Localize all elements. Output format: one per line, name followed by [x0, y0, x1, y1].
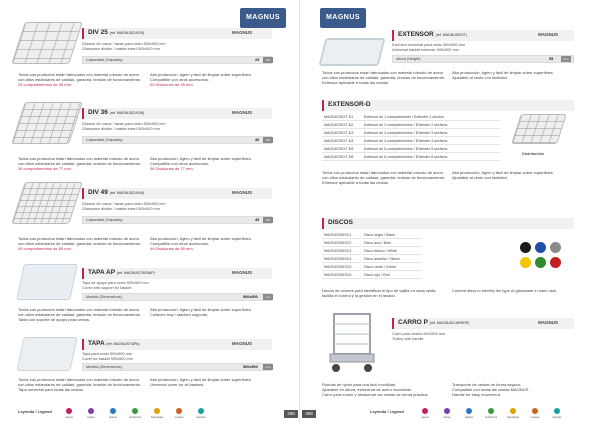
product-header	[82, 268, 272, 279]
footer-icon-label: bandejas	[150, 415, 164, 419]
spec-row	[82, 56, 272, 64]
bullets-right: Alta producción, ligero y fácil de limpiar sobre superficies. Ajustable al cesto con facilidad.	[452, 70, 554, 81]
spec-unit: UD	[263, 217, 273, 223]
table-row: MAGNUS/EXT-D6 Extensor de 6 compartimentos / Extender 6 sections	[322, 154, 500, 161]
div49-image	[11, 182, 83, 224]
spec-label: Medida (Dimensions)	[86, 365, 122, 369]
color-discs	[520, 242, 580, 272]
bullets-right: Alta producción, ligero y fácil de limpiar sobre superficies. Ajustable al cesto con facilidad.	[452, 170, 554, 181]
spec-unit: mm	[561, 56, 571, 62]
section-header	[322, 218, 574, 229]
spec-value: 500x500	[243, 365, 258, 369]
table-row: MAGNUS/DISC2 Disco azul / Blue	[322, 240, 422, 247]
spec-value: 25	[255, 58, 260, 62]
footer-icon-label: lavado	[196, 415, 206, 419]
spec-unit: UD	[263, 137, 273, 143]
bullets-right: Transporte de cestas de forma segura. Compatible con todas las cestas MAGNUS. Handle for easy movement.	[452, 382, 530, 398]
plate-icon	[466, 408, 472, 414]
product-tapa	[0, 335, 300, 405]
tapa-image	[16, 337, 77, 371]
cup-icon	[88, 408, 94, 414]
bullets-right: Alta producción, ligero y fácil de limpiar sobre superficies. Universal cover for all baskets.	[150, 377, 252, 388]
table-row: MAGNUS/DISC4 Disco amarillo / Yellow	[322, 256, 422, 263]
spec-value: 55	[549, 57, 554, 61]
product-extensor	[300, 0, 600, 86]
bullets-left: Todos sus productos están fabricados con material robusto de acero con altos estándares de calidad, garantía, tensión de funcionamiento. Extensor aplicable a todas las cestas.	[322, 170, 446, 186]
product-tapa-ap	[0, 262, 300, 332]
spec-label: Capacidad (Capacity)	[86, 218, 123, 222]
spec-unit: UD	[263, 57, 273, 63]
table-row: MAGNUS/EXT-D4 Extensor de 4 compartimentos / Extender 4 sections	[322, 138, 500, 145]
spec-row	[82, 293, 272, 301]
footer-icon-label: platos	[464, 415, 473, 419]
bullets-right: Colored discs to identify the type of glassware in each rack.	[452, 288, 558, 293]
product-name: DIV 36 (ref. MAGNUS/DIV36)	[88, 109, 145, 116]
product-name: DIV 25 (ref. MAGNUS/DIV25)	[88, 29, 145, 36]
table-row: MAGNUS/DISC1 Disco negro / Black	[322, 232, 422, 239]
product-description: Tapa para cesto 500x500 mm Cover for basket 500x500 mm	[82, 352, 133, 361]
glass-icon	[422, 408, 428, 414]
product-carro-p	[300, 310, 600, 406]
bullets-right: Alta producción, ligero y fácil de limpiar sobre superficies. Compatible con otros accesorios. 25 Divisiones de 95 mm.	[150, 72, 252, 88]
bullets-right: Alta producción, ligero y fácil de limpiar sobre superficies. Compatible con otros accesorios. 36 Divisiones de 77 mm.	[150, 156, 252, 172]
cup-icon	[444, 408, 450, 414]
product-description: Extensor universal para cesto 500x500 mm Universal basket extender 500x500 mm	[392, 43, 466, 52]
magnus-logo: MAGNUS	[320, 8, 366, 28]
footer-icon-label: cubiertos	[484, 415, 498, 419]
product-brand: MAGNUS	[232, 110, 252, 115]
product-brand: MAGNUS	[538, 320, 558, 325]
footer-icon-label: cestas	[530, 415, 540, 419]
table-row: MAGNUS/EXT-D2 Extensor de 2 compartimentos / Extender 2 sections	[322, 122, 500, 129]
section-extensor-d	[300, 100, 600, 210]
product-description: División de vasos / tazas para cesto 500x500 mm Glassware divider / basket insert 500x500 mm	[82, 202, 166, 211]
product-name: EXTENSOR (ref. MAGNUS/EXT)	[398, 31, 468, 38]
disc-yellow	[520, 257, 531, 268]
tray-icon	[510, 408, 516, 414]
div25-image	[11, 22, 83, 64]
cutlery-icon	[488, 408, 494, 414]
footer-icon-label: cubiertos	[128, 415, 142, 419]
product-name: TAPA (ref. MAGNUS/TAPA)	[88, 340, 140, 347]
product-header	[82, 339, 272, 350]
product-header	[392, 30, 574, 41]
disc-blue	[535, 242, 546, 253]
product-header	[82, 28, 272, 39]
extensor-d-table	[322, 114, 500, 162]
footer-icon-label: tazas	[443, 415, 451, 419]
product-description: División de vasos / tazas para cesto 500x500 mm Glassware divider / basket insert 500x500 mm	[82, 122, 166, 131]
bullets-left: Todos sus productos están fabricados con material robusto de acero con altos estándares de calidad, garantía, tensión de funcionamiento. Tapa universal para todas las cestas.	[18, 377, 142, 393]
bullets-left: Discos de colores para identificar el tipo de vajilla en cada cesta, facilita el control y la gestión en el lavado.	[322, 288, 437, 299]
plate-icon	[110, 408, 116, 414]
page-footer	[0, 407, 300, 423]
page-footer	[300, 407, 600, 423]
table-row: MAGNUS/EXT-D1 Extensor de 1 compartimento / Extender 1 section	[322, 114, 500, 121]
spec-row	[392, 55, 574, 63]
section-header	[322, 100, 574, 111]
product-brand: MAGNUS	[232, 30, 252, 35]
tray-icon	[154, 408, 160, 414]
bullets-left: Todos sus productos están fabricados con material robusto de acero con altos estándares de calidad, garantía, tensión de funcionamiento. 49 compartimentos de 65 mm.	[18, 236, 142, 252]
spec-row	[82, 216, 272, 224]
tapa-ap-image	[16, 264, 78, 300]
table-row: MAGNUS/EXT-D3 Extensor de 3 compartimentos / Extender 3 sections	[322, 130, 500, 137]
product-name: DIV 49 (ref. MAGNUS/DIV49)	[88, 189, 145, 196]
section-discos	[300, 218, 600, 308]
discos-table	[322, 232, 422, 282]
cutlery-icon	[132, 408, 138, 414]
product-header	[82, 108, 272, 119]
product-name: CARRO P (ref. MAGNUS/CARROP)	[398, 319, 470, 326]
magnus-logo: MAGNUS	[240, 8, 286, 28]
product-name: TAPA AP (ref. MAGNUS/TAPAAP)	[88, 269, 155, 276]
disc-green	[535, 257, 546, 268]
table-row: MAGNUS/DISC6 Disco rojo / Red	[322, 272, 422, 279]
product-div36	[0, 100, 300, 180]
product-header	[392, 318, 574, 329]
table-row: MAGNUS/DISC3 Disco blanco / White	[322, 248, 422, 255]
footer-icon-label: bandejas	[506, 415, 520, 419]
bullets-right: Alta producción, ligero y fácil de limpiar sobre superficies. Collector tray / stacked supports.	[150, 307, 252, 318]
bullets-left: Todos sus productos están fabricados con material robusto de acero con altos estándares de calidad, garantía, tensión de funcionamiento. Tabla con soporte de apoyo para cestos.	[18, 307, 142, 323]
disc-red	[550, 257, 561, 268]
disc-grey	[550, 242, 561, 253]
div36-image	[11, 102, 83, 144]
trolley-image	[324, 312, 380, 376]
table-row: MAGNUS/EXT-D5 Extensor de 5 compartimentos / Extender 5 sections	[322, 146, 500, 153]
product-brand: MAGNUS	[232, 270, 252, 275]
spec-value: 36	[255, 138, 260, 142]
footer-icon-label: vasos	[65, 415, 73, 419]
bullets-right: Alta producción, ligero y fácil de limpiar sobre superficies. Compatible con otros accesorios. 49 Divisiones de 65 mm.	[150, 236, 252, 252]
spec-label: Capacidad (Capacity)	[86, 138, 123, 142]
bullets-left: Todos sus productos están fabricados con material robusto de acero con altos estándares de calidad, garantía, tensión de funcionamiento. Extensor aplicable a todas las cestas.	[322, 70, 446, 86]
page-number: 468	[284, 410, 298, 418]
right-page	[300, 0, 600, 424]
bullets-left: Todos sus productos están fabricados con material robusto de acero con altos estándares de calidad, garantía, tensión de funcionamiento. 36 compartimentos de 77 mm.	[18, 156, 142, 172]
product-brand: MAGNUS	[232, 341, 252, 346]
bullets-left: Todos sus productos están fabricados con material robusto de acero con altos estándares de calidad, garantía, tensión de funcionamiento. 25 compartimentos de 95 mm.	[18, 72, 142, 88]
spec-value: 49	[255, 218, 260, 222]
table-row: MAGNUS/DISC5 Disco verde / Green	[322, 264, 422, 271]
image-caption: Distribución	[522, 152, 545, 156]
wash-icon	[554, 408, 560, 414]
spec-unit: mm	[263, 364, 273, 370]
footer-icon-label: tazas	[87, 415, 95, 419]
footer-legend: Leyenda / Legend	[370, 409, 404, 414]
footer-legend: Leyenda / Legend	[18, 409, 52, 414]
spec-row	[82, 363, 272, 371]
product-header	[82, 188, 272, 199]
section-title: DISCOS	[328, 219, 353, 226]
spec-value: 500x500	[243, 295, 258, 299]
footer-icon-label: cestas	[174, 415, 184, 419]
glass-icon	[66, 408, 72, 414]
spec-label: Medida (Dimensions)	[86, 295, 122, 299]
wash-icon	[198, 408, 204, 414]
spec-label: Capacidad (Capacity)	[86, 58, 123, 62]
spec-label: Altura (Height)	[396, 57, 421, 61]
section-title: EXTENSOR-D	[328, 101, 371, 108]
bullets-left: Ruedas de nylon para una fácil movilidad. Ajustable en altura, estructura de acero inoxidable. Carro para mover y almacenar las cestas de forma práctica.	[322, 382, 429, 398]
basket-icon	[176, 408, 182, 414]
spec-unit: mm	[263, 294, 273, 300]
product-div49	[0, 180, 300, 260]
product-brand: MAGNUS	[538, 32, 558, 37]
disc-black	[520, 242, 531, 253]
product-description: División de vasos / tazas para cesto 500x500 mm Glassware divider / basket insert 500x500 mm	[82, 42, 166, 51]
extensor-d-image	[511, 114, 567, 144]
page-number: 469	[302, 410, 316, 418]
product-brand: MAGNUS	[232, 190, 252, 195]
product-description: Tapa de apoyo para cesto 500x500 mm Cover with support for basket	[82, 281, 149, 290]
footer-icon-label: vasos	[421, 415, 429, 419]
spec-row	[82, 136, 272, 144]
product-div25	[0, 0, 300, 90]
product-description: Carro para cestos 500x500 mm Trolley with handle	[392, 332, 446, 341]
basket-icon	[532, 408, 538, 414]
footer-icon-label: lavado	[552, 415, 562, 419]
extensor-image	[319, 38, 386, 66]
footer-icon-label: platos	[108, 415, 117, 419]
